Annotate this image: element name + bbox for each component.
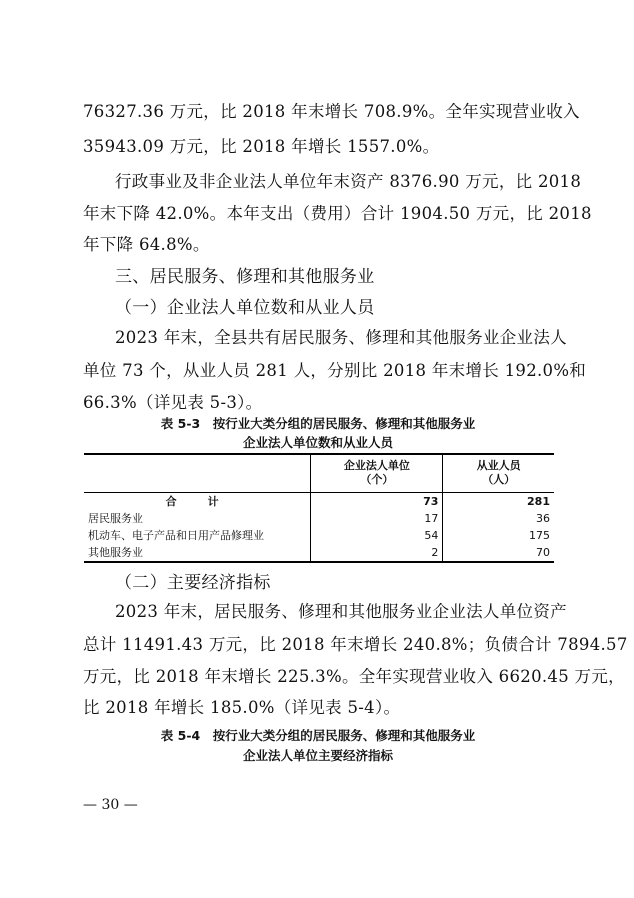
paragraph-line: 比 2018 年增长 185.0%（详见表 5-4）。 bbox=[83, 698, 401, 717]
header-people-label: 从业人员 bbox=[476, 459, 521, 473]
paragraph-line: 万元，比 2018 年末增长 225.3%。全年实现营业收入 6620.45 万元， bbox=[83, 667, 625, 686]
row-name: 其他服务业 bbox=[88, 546, 143, 559]
section-heading: 三、居民服务、修理和其他服务业 bbox=[115, 267, 375, 287]
table-caption: 表 5-3 按行业大类分组的居民服务、修理和其他服务业 bbox=[160, 416, 476, 431]
paragraph-line: 35943.09 万元，比 2018 年增长 1557.0%。 bbox=[83, 137, 440, 156]
table-caption: 企业法人单位主要经济指标 bbox=[242, 748, 393, 763]
header-people-unit: （人） bbox=[482, 473, 516, 487]
table-row bbox=[84, 510, 554, 527]
data-table bbox=[84, 453, 554, 563]
paragraph-line: 66.3%（详见表 5-3）。 bbox=[83, 393, 263, 412]
paragraph-line: 年下降 64.8%。 bbox=[83, 235, 210, 254]
table-row bbox=[84, 527, 554, 544]
header-cell bbox=[84, 454, 311, 492]
row-units: 73 bbox=[311, 492, 443, 510]
row-people: 70 bbox=[443, 544, 554, 562]
header-cell bbox=[311, 454, 443, 492]
header-units-unit: （个） bbox=[360, 473, 394, 487]
table-header-row bbox=[84, 454, 554, 492]
row-units: 2 bbox=[311, 544, 443, 562]
row-name: 合 计 bbox=[165, 495, 229, 508]
row-name: 机动车、电子产品和日用产品修理业 bbox=[88, 529, 264, 542]
table-row bbox=[84, 544, 554, 562]
page-number: — 30 — bbox=[83, 797, 138, 813]
subsection-heading: （二）主要经济指标 bbox=[115, 573, 271, 593]
row-name: 居民服务业 bbox=[88, 512, 143, 525]
row-people: 175 bbox=[443, 527, 554, 544]
paragraph-line: 76327.36 万元，比 2018 年末增长 708.9%。全年实现营业收入 bbox=[83, 102, 580, 121]
subsection-heading: （一）企业法人单位数和从业人员 bbox=[115, 298, 375, 318]
paragraph-line: 单位 73 个，从业人员 281 人，分别比 2018 年末增长 192.0%和 bbox=[83, 361, 587, 380]
row-units: 17 bbox=[311, 510, 443, 527]
paragraph-line: 行政事业及非企业法人单位年末资产 8376.90 万元，比 2018 bbox=[115, 172, 582, 191]
table-caption: 表 5-4 按行业大类分组的居民服务、修理和其他服务业 bbox=[160, 728, 476, 743]
row-people: 36 bbox=[443, 510, 554, 527]
table-row-total bbox=[84, 492, 554, 510]
paragraph-line: 2023 年末，全县共有居民服务、修理和其他服务业企业法人 bbox=[115, 328, 567, 347]
paragraph-line: 年末下降 42.0%。本年支出（费用）合计 1904.50 万元，比 2018 bbox=[83, 204, 592, 223]
table-caption: 企业法人单位数和从业人员 bbox=[242, 435, 393, 450]
paragraph-line: 2023 年末，居民服务、修理和其他服务业企业法人单位资产 bbox=[115, 602, 567, 621]
header-cell bbox=[443, 454, 554, 492]
paragraph-line: 总计 11491.43 万元，比 2018 年末增长 240.8%；负债合计 7894.57 bbox=[83, 635, 628, 654]
row-units: 54 bbox=[311, 527, 443, 544]
row-people: 281 bbox=[443, 492, 554, 510]
header-units-label: 企业法人单位 bbox=[343, 459, 410, 473]
